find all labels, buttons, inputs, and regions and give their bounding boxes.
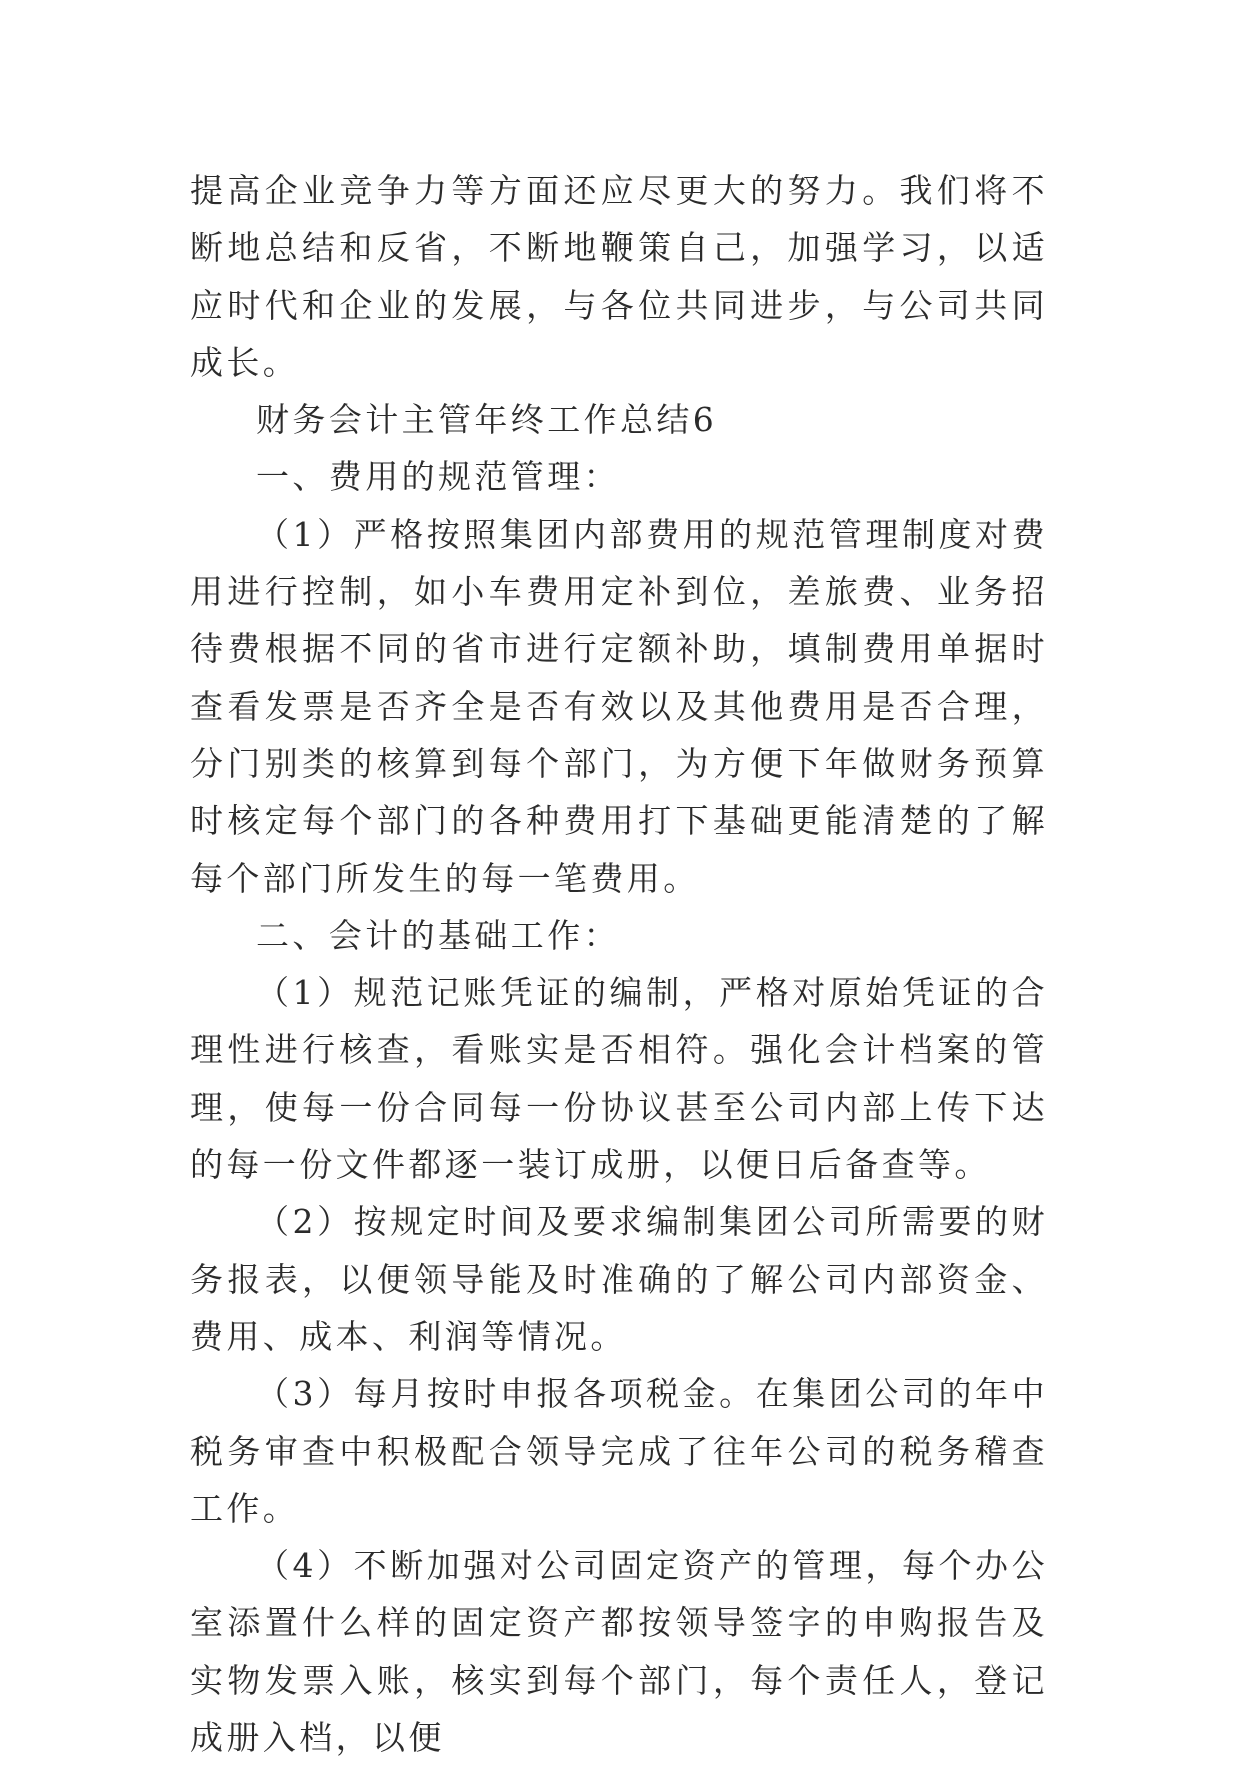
paragraph-accounting-item-2: （2）按规定时间及要求编制集团公司所需要的财务报表，以便领导能及时准确的了解公司内部资金、费用、成本、利润等情况。 xyxy=(190,1202,1048,1356)
heading-accounting-basics: 二、会计的基础工作： xyxy=(256,915,620,955)
paragraph-expense-item-1: （1）严格按照集团内部费用的规范管理制度对费用进行控制，如小车费用定补到位，差旅费、业务招待费根据不同的省市进行定额补助，填制费用单据时查看发票是否齐全是否有效以及其他费用是否合理，分门别类的核算到每个部门，为方便下年做财务预算时核定每个部门的各种费用打下基础更能清楚的了解每个部门所发生的每一笔费用。 xyxy=(190,514,1048,898)
paragraph-accounting-item-4: （4）不断加强对公司固定资产的管理，每个办公室添置什么样的固定资产都按领导签字的申购报告及实物发票入账，核实到每个部门，每个责任人，登记成册入档，以便 xyxy=(190,1546,1048,1758)
paragraph-accounting-item-3: （3）每月按时申报各项税金。在集团公司的年中税务审查中积极配合领导完成了往年公司的税务稽查工作。 xyxy=(190,1374,1048,1528)
section-title: 财务会计主管年终工作总结6 xyxy=(256,400,718,440)
paragraph-continuation: 提高企业竞争力等方面还应尽更大的努力。我们将不断地总结和反省，不断地鞭策自己，加强学习，以适应时代和企业的发展，与各位共同进步，与公司共同成长。 xyxy=(190,171,1048,382)
document-body xyxy=(190,162,1048,1766)
heading-expense-management: 一、费用的规范管理： xyxy=(256,457,620,497)
paragraph-accounting-item-1: （1）规范记账凭证的编制，严格对原始凭证的合理性进行核查，看账实是否相符。强化会计档案的管理，使每一份合同每一份协议甚至公司内部上传下达的每一份文件都逐一装订成册，以便日后备查等。 xyxy=(190,973,1048,1185)
